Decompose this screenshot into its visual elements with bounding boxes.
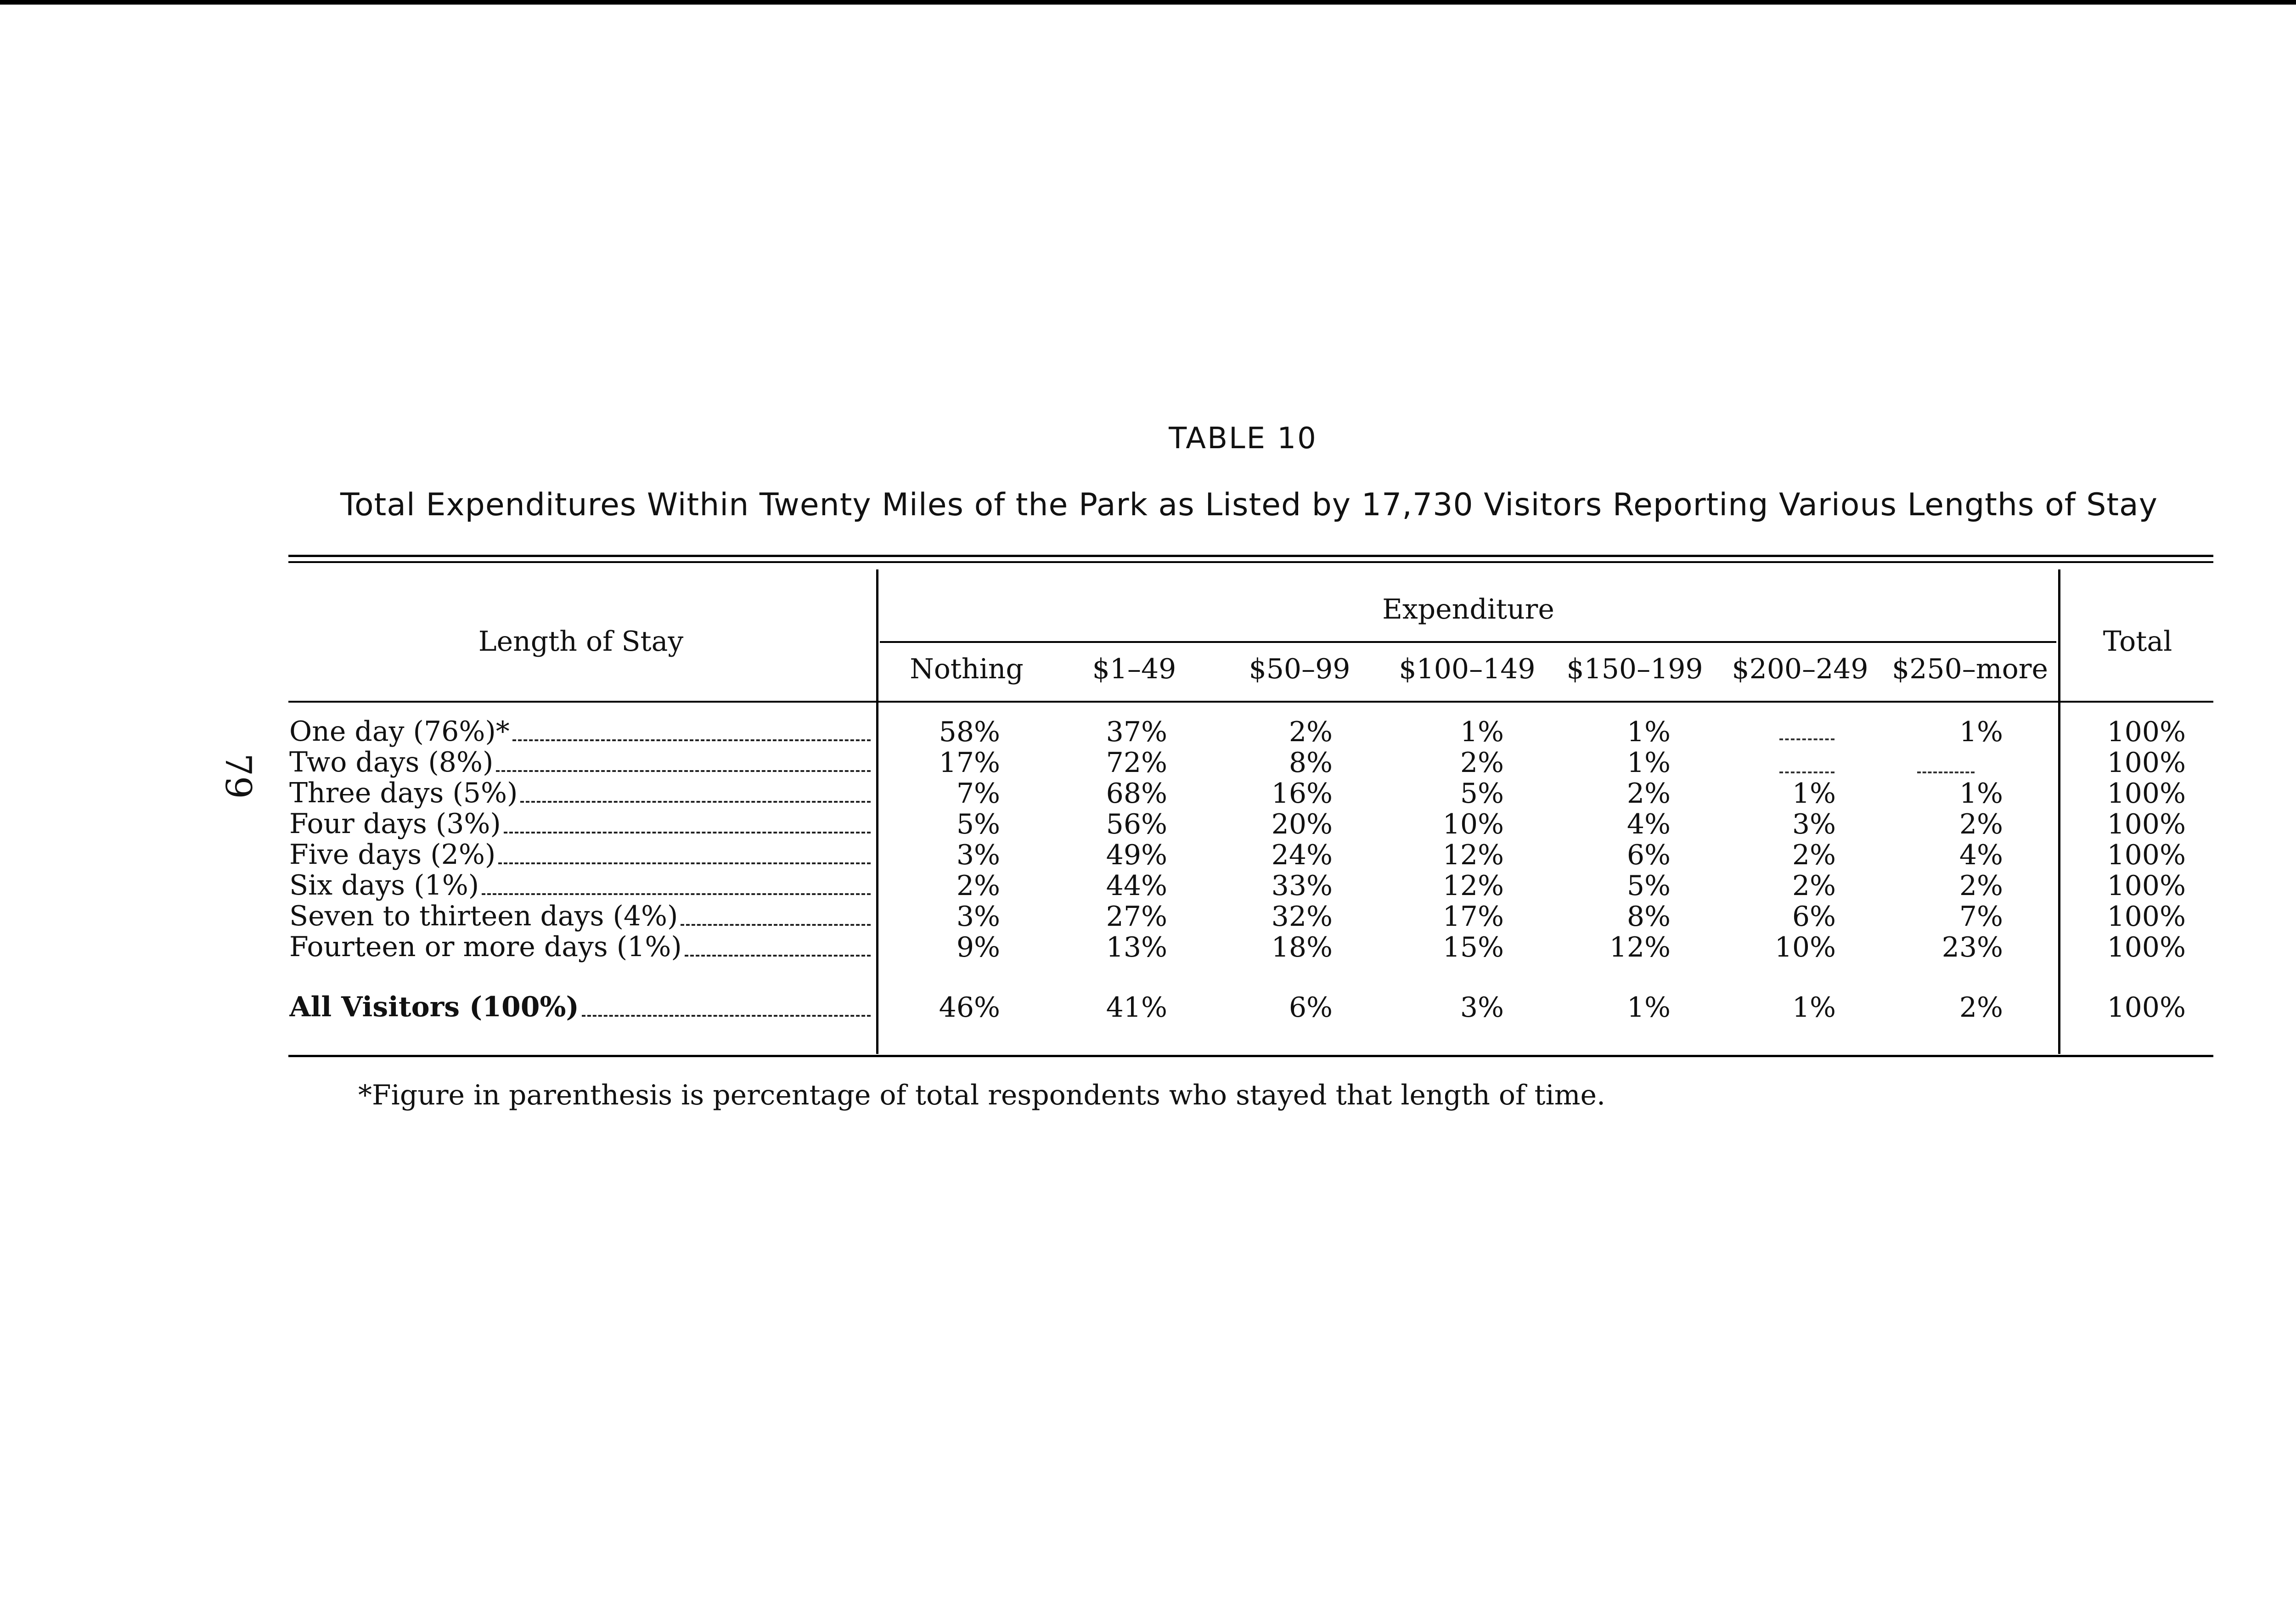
cell-150-199: 4%: [1626, 808, 1671, 840]
cell-1-49: 49%: [1106, 839, 1167, 871]
cell-total: 100%: [2107, 808, 2186, 840]
cell-250-more: 1%: [1959, 777, 2003, 810]
cell-50-99: 2%: [1289, 716, 1333, 748]
total-separator: [2058, 569, 2060, 1054]
cell-1-49: 13%: [1106, 931, 1167, 963]
cell-200-249: 10%: [1774, 931, 1836, 963]
row-label: Two days (8%): [289, 747, 872, 778]
cell-nothing: 2%: [956, 870, 1000, 902]
cell-nothing: 7%: [956, 777, 1000, 810]
cell-150-199: 8%: [1626, 901, 1671, 933]
table-top-rule: [288, 555, 2213, 557]
cell-250-more: 4%: [1959, 839, 2003, 871]
cell-50-99: 32%: [1271, 901, 1333, 933]
cell-100-149: 10%: [1442, 808, 1504, 840]
summary-cell-50-99: 6%: [1289, 991, 1333, 1024]
cell-50-99: 18%: [1271, 931, 1333, 963]
empty-cell-dash: [1779, 772, 1835, 775]
cell-100-149: 1%: [1460, 716, 1504, 748]
cell-nothing: 3%: [956, 901, 1000, 933]
cell-200-249: 2%: [1792, 839, 1836, 871]
table-title: Total Expenditures Within Twenty Miles of the Park as Listed by 17,730 Visitors Reporting Various Lengths of Stay: [340, 487, 2158, 523]
cell-nothing: 58%: [939, 716, 1000, 748]
empty-cell-dash: [1779, 738, 1835, 742]
cell-150-199: 12%: [1609, 931, 1671, 963]
column-header-150-199: $150–199: [1566, 653, 1703, 685]
table-top-rule-second: [288, 561, 2213, 563]
cell-200-249: 2%: [1792, 870, 1836, 902]
expenditure-group-rule: [880, 641, 2056, 643]
cell-150-199: 1%: [1626, 716, 1671, 748]
cell-100-149: 15%: [1442, 931, 1504, 963]
summary-row-label: All Visitors (100%): [289, 992, 872, 1023]
row-label: Seven to thirteen days (4%): [289, 901, 872, 932]
cell-250-more: 1%: [1959, 716, 2003, 748]
summary-cell-1-49: 41%: [1106, 991, 1167, 1024]
cell-total: 100%: [2107, 901, 2186, 933]
row-label: Five days (2%): [289, 839, 872, 871]
summary-cell-nothing: 46%: [939, 991, 1000, 1024]
column-header-1-49: $1–49: [1092, 653, 1176, 685]
cell-100-149: 2%: [1460, 747, 1504, 779]
cell-total: 100%: [2107, 747, 2186, 779]
cell-1-49: 72%: [1106, 747, 1167, 779]
header-bottom-rule: [288, 701, 2213, 703]
column-header-200-249: $200–249: [1732, 653, 1868, 685]
cell-250-more: 7%: [1959, 901, 2003, 933]
cell-nothing: 5%: [956, 808, 1000, 840]
cell-50-99: 33%: [1271, 870, 1333, 902]
cell-150-199: 5%: [1626, 870, 1671, 902]
row-label: Four days (3%): [289, 809, 872, 840]
cell-1-49: 68%: [1106, 777, 1167, 810]
summary-cell-250-more: 2%: [1959, 991, 2003, 1024]
row-label: One day (76%)*: [289, 716, 872, 748]
empty-cell-dash: [1917, 772, 1975, 775]
row-label: Six days (1%): [289, 870, 872, 901]
total-header: Total: [2103, 625, 2172, 658]
row-label: Three days (5%): [289, 778, 872, 809]
column-header-nothing: Nothing: [910, 653, 1024, 685]
cell-total: 100%: [2107, 777, 2186, 810]
cell-1-49: 56%: [1106, 808, 1167, 840]
cell-250-more: 2%: [1959, 870, 2003, 902]
page-top-border: [0, 0, 2296, 5]
stub-separator: [876, 569, 878, 1054]
cell-100-149: 12%: [1442, 839, 1504, 871]
cell-50-99: 8%: [1289, 747, 1333, 779]
cell-nothing: 9%: [956, 931, 1000, 963]
table-label: TABLE 10: [1169, 422, 1317, 456]
cell-total: 100%: [2107, 931, 2186, 963]
cell-100-149: 5%: [1460, 777, 1504, 810]
cell-total: 100%: [2107, 870, 2186, 902]
cell-100-149: 12%: [1442, 870, 1504, 902]
cell-50-99: 20%: [1271, 808, 1333, 840]
column-header-250-more: $250–more: [1892, 653, 2048, 685]
cell-150-199: 2%: [1626, 777, 1671, 810]
cell-50-99: 16%: [1271, 777, 1333, 810]
cell-nothing: 17%: [939, 747, 1000, 779]
cell-total: 100%: [2107, 716, 2186, 748]
page-number: 79: [217, 753, 259, 799]
summary-cell-total: 100%: [2107, 991, 2186, 1024]
cell-150-199: 1%: [1626, 747, 1671, 779]
summary-cell-150-199: 1%: [1626, 991, 1671, 1024]
summary-cell-100-149: 3%: [1460, 991, 1504, 1024]
cell-200-249: 1%: [1792, 777, 1836, 810]
cell-nothing: 3%: [956, 839, 1000, 871]
stub-header: Length of Stay: [478, 625, 684, 658]
column-header-100-149: $100–149: [1399, 653, 1536, 685]
cell-1-49: 37%: [1106, 716, 1167, 748]
cell-1-49: 44%: [1106, 870, 1167, 902]
row-label: Fourteen or more days (1%): [289, 932, 872, 963]
cell-50-99: 24%: [1271, 839, 1333, 871]
cell-200-249: 3%: [1792, 808, 1836, 840]
cell-250-more: 2%: [1959, 808, 2003, 840]
expenditure-group-header: Expenditure: [1382, 593, 1554, 625]
table-bottom-rule: [288, 1055, 2213, 1057]
cell-200-249: 6%: [1792, 901, 1836, 933]
cell-250-more: 23%: [1941, 931, 2003, 963]
summary-cell-200-249: 1%: [1792, 991, 1836, 1024]
cell-150-199: 6%: [1626, 839, 1671, 871]
cell-1-49: 27%: [1106, 901, 1167, 933]
table-footnote: *Figure in parenthesis is percentage of total respondents who stayed that length of time.: [358, 1079, 1606, 1111]
cell-100-149: 17%: [1442, 901, 1504, 933]
cell-total: 100%: [2107, 839, 2186, 871]
column-header-50-99: $50–99: [1249, 653, 1351, 685]
